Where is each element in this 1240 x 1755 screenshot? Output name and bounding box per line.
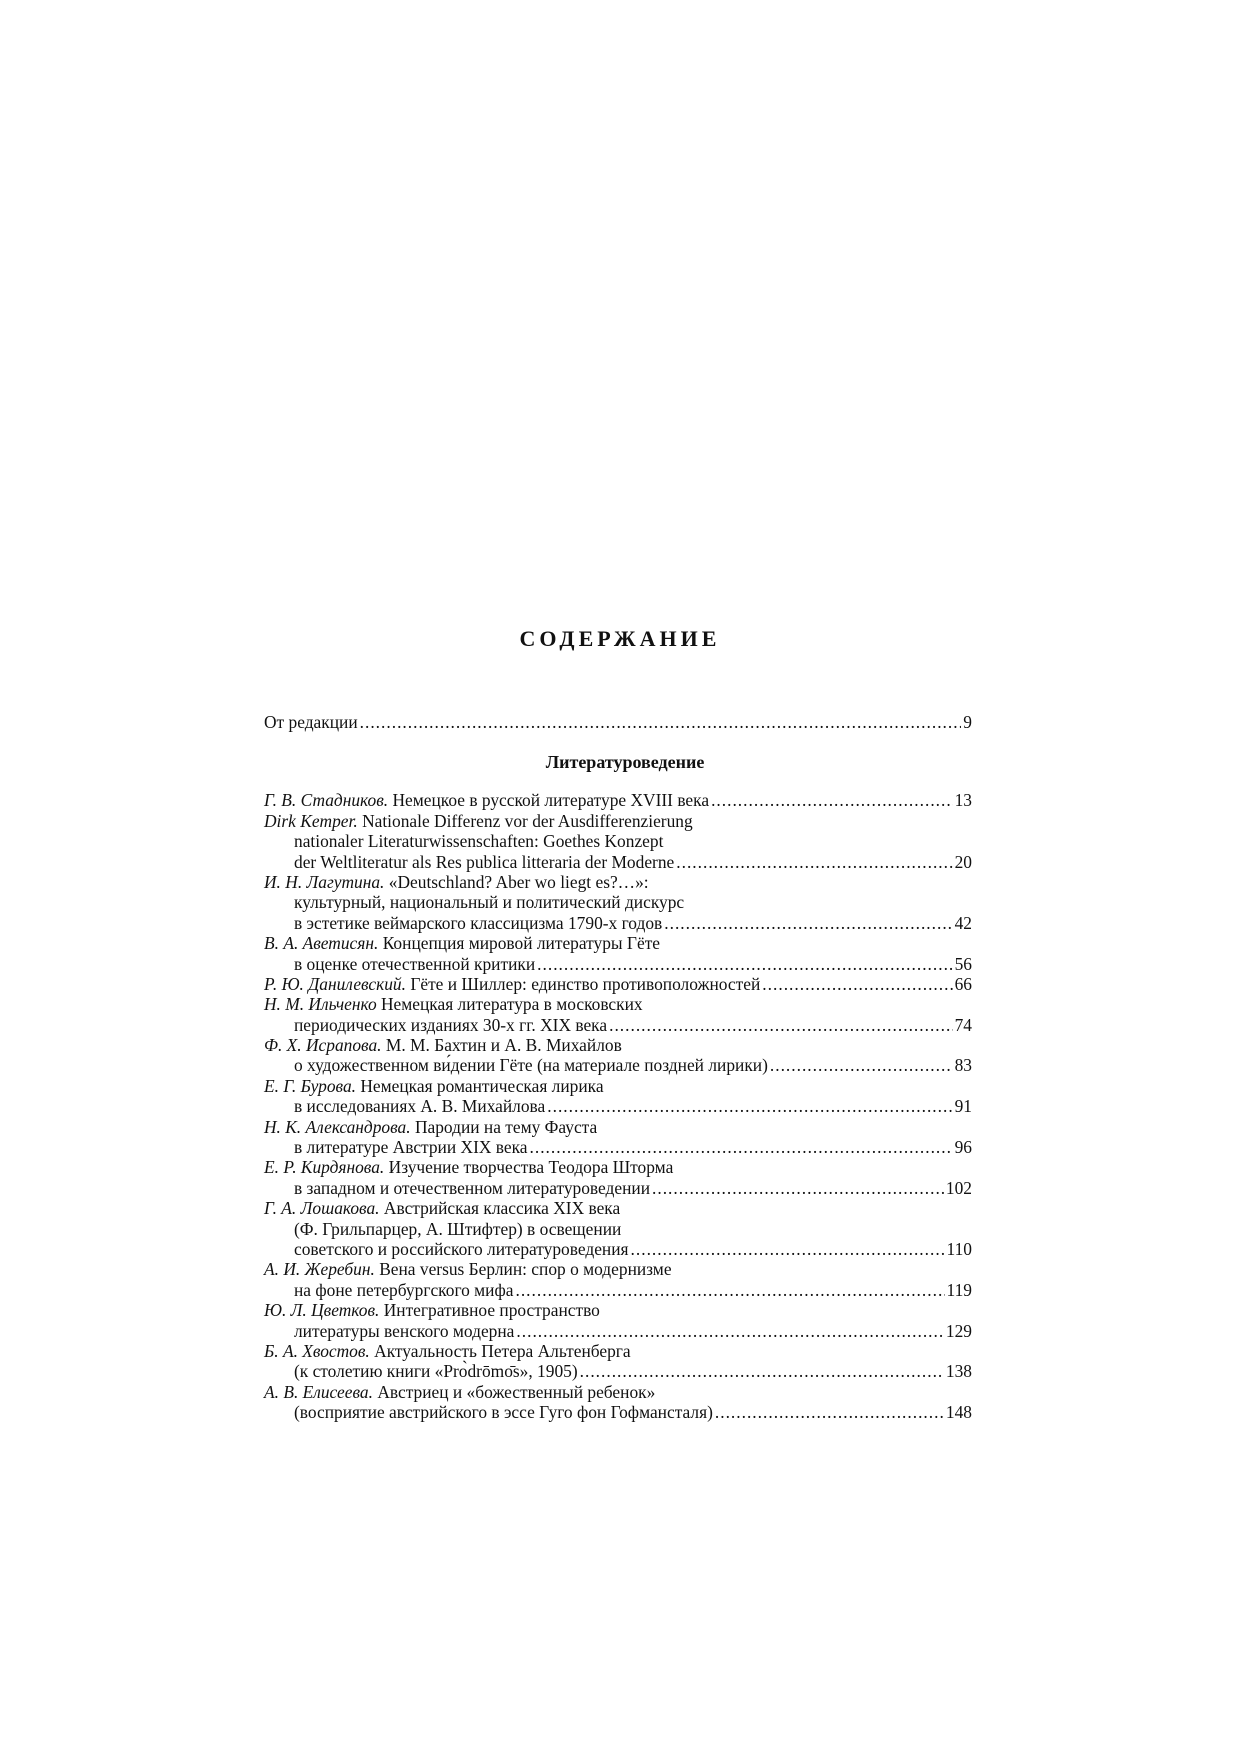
dot-leader [580, 1361, 944, 1381]
toc-entry-first-line [264, 1382, 972, 1402]
toc-entry[interactable] [264, 1035, 972, 1076]
dot-leader [770, 1055, 953, 1075]
dot-leader [762, 974, 952, 994]
toc-title-text: в западном и отечественном литературоведении [294, 1177, 651, 1198]
toc-title-text: в оценке отечественной критики [294, 953, 536, 974]
toc-entry-title [264, 790, 709, 810]
toc-title-text: Немецкое в русской литературе XVIII века [392, 790, 710, 811]
toc-entry-first-line [264, 1076, 972, 1096]
page-title: СОДЕРЖАНИЕ [519, 626, 721, 651]
toc-entry-title [294, 1219, 621, 1239]
dot-leader [360, 712, 962, 732]
toc-title-text: Интегративное пространство [383, 1300, 600, 1321]
toc-title-text: Австрийская классика XIX века [383, 1198, 621, 1219]
toc-author: А. И. Жеребин. [264, 1259, 375, 1280]
toc-title-text: Изучение творчества Теодора Шторма [388, 1157, 674, 1178]
toc-entry-first-line [264, 994, 972, 1014]
toc-entry-continuation-line [264, 831, 972, 851]
toc-entry-title [264, 872, 649, 892]
toc-entry[interactable] [264, 974, 972, 994]
dot-leader [609, 1015, 953, 1035]
toc-title-text: (к столетию книги «Prо̀drōmо̄s», 1905) [294, 1361, 578, 1382]
toc-title-text: Концепция мировой литературы Гёте [382, 933, 661, 954]
toc-page-number: 110 [946, 1238, 972, 1259]
toc-page-number: 42 [954, 912, 972, 933]
toc-entry-title [294, 1096, 545, 1116]
toc-entry-title [294, 892, 684, 912]
toc-entry-title [294, 1239, 629, 1259]
toc-page-number: 9 [963, 712, 972, 732]
toc-title-text: культурный, национальный и политический дискурс [294, 892, 685, 913]
toc-entry-first-line [264, 933, 972, 953]
toc-entry[interactable] [264, 933, 972, 974]
toc-entry[interactable] [264, 872, 972, 933]
toc-entry-title [294, 913, 662, 933]
toc-entry-first-line [264, 811, 972, 831]
toc-entry-first-line [264, 872, 972, 892]
toc-entry-title [294, 1321, 514, 1341]
toc-entry-title [264, 1198, 620, 1218]
toc-author: Г. В. Стадников. [264, 790, 389, 811]
toc-entry-continuation-line [264, 1280, 972, 1300]
toc-entry[interactable] [264, 1300, 972, 1341]
toc-title-text: в эстетике веймарского классицизма 1790-х годов [294, 912, 663, 933]
toc-page-number: 13 [954, 790, 972, 811]
toc-entry-title [294, 1015, 607, 1035]
toc-entry-continuation-line [264, 1178, 972, 1198]
toc-title-text: «Deutschland? Aber wo liegt es?…»: [388, 871, 649, 892]
toc-title-text: в исследованиях А. В. Михайлова [294, 1096, 546, 1117]
toc-entry-title [264, 1076, 604, 1096]
toc-entry[interactable] [264, 1198, 972, 1259]
toc-page-number: 66 [954, 973, 972, 994]
toc-entry-continuation-line [264, 1015, 972, 1035]
toc-entry[interactable] [264, 1076, 972, 1117]
toc-entry-title [294, 852, 674, 872]
toc-entry[interactable] [264, 790, 972, 810]
section-heading: Литературоведение [545, 752, 705, 773]
dot-leader [516, 1321, 944, 1341]
dot-leader [715, 1402, 944, 1422]
toc-entry-continuation-line [264, 1361, 972, 1381]
toc-entry-title [264, 1259, 672, 1279]
toc-author: И. Н. Лагутина. [264, 871, 385, 892]
toc-entry-title [294, 831, 663, 851]
toc-entry-intro[interactable] [264, 712, 972, 732]
toc-page-number: 102 [945, 1177, 972, 1198]
toc-title-text: der Weltliteratur als Res publica litteraria der Moderne [294, 851, 675, 872]
toc-page-number: 20 [954, 851, 972, 872]
toc-page-number: 56 [954, 953, 972, 974]
toc-entry-first-line [264, 1341, 972, 1361]
toc-title-text: периодических изданиях 30-х гг. XIX века [294, 1014, 608, 1035]
toc-page-number: 91 [954, 1096, 972, 1117]
toc-title-text: о художественном ви́дении Гёте (на материале поздней лирики) [294, 1055, 768, 1076]
toc-author: Dirk Kemper. [264, 810, 358, 831]
toc-entry-title: От редакции [264, 712, 358, 732]
dot-leader [515, 1280, 944, 1300]
toc-author: Н. М. Ильченко [264, 994, 377, 1015]
toc-title-text: в литературе Австрии XIX века [294, 1137, 528, 1158]
toc-entry-continuation-line [264, 1096, 972, 1116]
toc-entry[interactable] [264, 811, 972, 872]
toc-title-text: советского и российского литературоведения [294, 1238, 629, 1259]
toc-entry-title [294, 1178, 650, 1198]
dot-leader [631, 1239, 945, 1259]
toc-entry-title [264, 974, 760, 994]
toc-title-text: Австриец и «божественный ребенок» [377, 1381, 656, 1402]
toc-entry-continuation-line [264, 913, 972, 933]
toc-author: А. В. Елисеева. [264, 1381, 373, 1402]
toc-entry-title [264, 1157, 673, 1177]
toc-title-text: Немецкая литература в московских [381, 994, 643, 1015]
toc-entry-continuation-line [264, 852, 972, 872]
toc-author: Б. А. Хвостов. [264, 1340, 370, 1361]
toc-author: В. А. Аветисян. [264, 933, 379, 954]
toc-entry[interactable] [264, 994, 972, 1035]
toc-author: Г. А. Лошакова. [264, 1198, 380, 1219]
toc-entry-continuation-line [264, 954, 972, 974]
toc-entry-first-line [264, 1035, 972, 1055]
dot-leader [676, 852, 952, 872]
toc-title-text: Гёте и Шиллер: единство противоположностей [410, 973, 761, 994]
dot-leader [664, 913, 952, 933]
toc-author: Е. Р. Кирдянова. [264, 1157, 385, 1178]
toc-entry[interactable] [264, 1382, 972, 1423]
toc-entry-continuation-line [264, 1402, 972, 1422]
toc-title-text: Nationale Differenz vor der Ausdifferenzierung [362, 810, 693, 831]
toc-entry-title [294, 1280, 513, 1300]
toc-entry-continuation-line [264, 1321, 972, 1341]
toc-title-text: (восприятие австрийского в эссе Гуго фон Гофмансталя) [294, 1402, 713, 1423]
toc-entry-title [264, 1300, 600, 1320]
toc-entry[interactable] [264, 1259, 972, 1300]
toc-entry-continuation-line [264, 1055, 972, 1075]
toc-entry-title [294, 1361, 578, 1381]
toc-entry-continuation-line [264, 892, 972, 912]
toc-entry[interactable] [264, 1117, 972, 1158]
toc-entry-first-line [264, 1300, 972, 1320]
dot-leader [530, 1137, 953, 1157]
toc-entry-title [294, 1137, 528, 1157]
toc-entry-first-line [264, 1198, 972, 1218]
toc-title-text: М. М. Бахтин и А. В. Михайлов [385, 1035, 622, 1056]
toc-page-number: 83 [954, 1055, 972, 1076]
toc-entry-title [264, 933, 660, 953]
dot-leader [711, 790, 953, 810]
toc-page-number: 119 [946, 1279, 972, 1300]
toc-entry-title [294, 954, 535, 974]
toc-page-number: 138 [945, 1361, 972, 1382]
toc-entry-first-line [264, 1259, 972, 1279]
toc-entry-title [264, 1341, 631, 1361]
toc-entry-title [294, 1055, 768, 1075]
toc-entry-continuation-line [264, 1219, 972, 1239]
toc-entry-first-line [264, 974, 972, 994]
toc-entry-first-line [264, 1157, 972, 1177]
toc-title-text: на фоне петербургского мифа [294, 1279, 514, 1300]
toc-entry-title [264, 1035, 622, 1055]
dot-leader [537, 954, 952, 974]
dot-leader [652, 1178, 944, 1198]
toc-entry-first-line [264, 790, 972, 810]
toc-author: Р. Ю. Данилевский. [264, 973, 406, 994]
toc-entry-title [264, 1382, 655, 1402]
toc-title-text: Актуальность Петера Альтенберга [374, 1340, 631, 1361]
toc-title-text: (Ф. Грильпарцер, А. Штифтер) в освещении [294, 1218, 622, 1239]
toc-entry[interactable] [264, 1157, 972, 1198]
toc-title-text: литературы венского модерна [294, 1320, 515, 1341]
toc-entries [264, 790, 972, 1422]
toc-entry-continuation-line [264, 1239, 972, 1259]
toc-entry-continuation-line [264, 1137, 972, 1157]
table-of-contents [264, 712, 972, 1423]
toc-title-text: nationaler Literaturwissenschaften: Goethes Konzept [294, 831, 664, 852]
toc-page-number: 96 [954, 1137, 972, 1158]
toc-title-text: Вена versus Берлин: спор о модернизме [379, 1259, 672, 1280]
toc-author: Е. Г. Бурова. [264, 1075, 356, 1096]
toc-author: Ф. Х. Исрапова. [264, 1035, 382, 1056]
dot-leader [547, 1096, 952, 1116]
toc-author: Ю. Л. Цветков. [264, 1300, 380, 1321]
toc-entry-title [294, 1402, 713, 1422]
toc-entry-first-line [264, 1117, 972, 1137]
toc-entry-title [264, 811, 693, 831]
toc-entry[interactable] [264, 1341, 972, 1382]
toc-author: Н. К. Александрова. [264, 1116, 411, 1137]
toc-page-number: 148 [945, 1402, 972, 1423]
toc-title-text: Пародии на тему Фауста [414, 1116, 598, 1137]
toc-entry-title [264, 994, 643, 1014]
toc-entry-title [264, 1117, 597, 1137]
toc-title-text: Немецкая романтическая лирика [360, 1075, 604, 1096]
toc-page-number: 129 [945, 1320, 972, 1341]
toc-page-number: 74 [954, 1014, 972, 1035]
